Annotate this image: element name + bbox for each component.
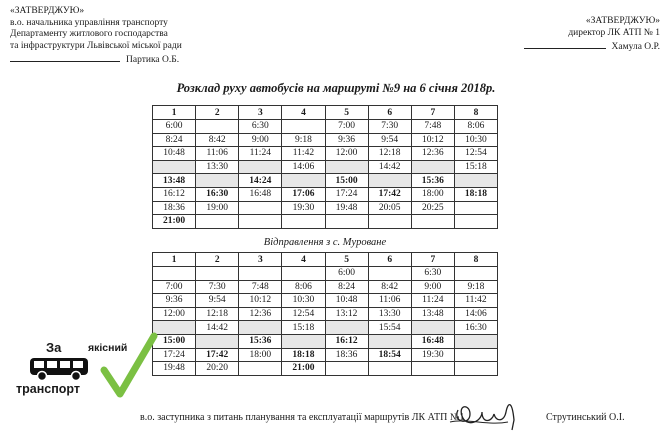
- approval-line: та інфраструктури Львівської міської ради: [10, 40, 182, 51]
- column-header: 7: [411, 106, 454, 120]
- time-cell: 7:48: [411, 120, 454, 134]
- time-cell: 16:12: [153, 187, 196, 201]
- time-cell: 13:48: [153, 174, 196, 188]
- table-row: [153, 307, 498, 321]
- column-header: 5: [325, 106, 368, 120]
- table-row: [153, 348, 498, 362]
- table-row: [153, 294, 498, 308]
- time-cell: 13:48: [411, 307, 454, 321]
- time-cell: 20:20: [196, 362, 239, 376]
- time-cell: [239, 160, 282, 174]
- approval-block-right: [524, 16, 660, 54]
- time-cell: 12:54: [454, 147, 497, 161]
- approval-line: Департаменту житлового господарства: [10, 29, 168, 39]
- table-row: [153, 160, 498, 174]
- time-cell: 18:36: [325, 348, 368, 362]
- time-cell: 7:48: [239, 280, 282, 294]
- time-cell: 20:05: [368, 201, 411, 215]
- time-cell: 19:30: [282, 201, 325, 215]
- time-cell: 17:24: [325, 187, 368, 201]
- time-cell: 15:00: [153, 334, 196, 348]
- time-cell: 10:30: [454, 133, 497, 147]
- column-header: 4: [282, 253, 325, 267]
- time-cell: [196, 267, 239, 281]
- approval-stamp-right: «ЗАТВЕРДЖУЮ»: [585, 16, 660, 26]
- column-header: 1: [153, 253, 196, 267]
- time-cell: [196, 174, 239, 188]
- time-cell: 12:00: [325, 147, 368, 161]
- time-cell: [454, 362, 497, 376]
- table-row: [153, 321, 498, 335]
- time-cell: [411, 215, 454, 229]
- approval-block-left: [10, 6, 182, 67]
- time-cell: 6:00: [153, 120, 196, 134]
- time-cell: 18:18: [282, 348, 325, 362]
- time-cell: [454, 334, 497, 348]
- time-cell: [282, 215, 325, 229]
- time-cell: 7:00: [325, 120, 368, 134]
- time-cell: 17:42: [368, 187, 411, 201]
- time-cell: [454, 201, 497, 215]
- column-header: 3: [239, 106, 282, 120]
- table-header-row: [153, 253, 498, 267]
- time-cell: 18:54: [368, 348, 411, 362]
- time-cell: 11:06: [196, 147, 239, 161]
- table-row: [153, 187, 498, 201]
- time-cell: 8:24: [325, 280, 368, 294]
- table-row: [153, 201, 498, 215]
- column-header: 4: [282, 106, 325, 120]
- time-cell: 11:42: [282, 147, 325, 161]
- time-cell: [196, 215, 239, 229]
- time-cell: [282, 334, 325, 348]
- time-cell: 19:48: [325, 201, 368, 215]
- time-cell: [411, 160, 454, 174]
- time-cell: 14:42: [196, 321, 239, 335]
- time-cell: 7:30: [196, 280, 239, 294]
- time-cell: [454, 348, 497, 362]
- time-cell: [368, 267, 411, 281]
- time-cell: [411, 362, 454, 376]
- time-cell: 12:18: [196, 307, 239, 321]
- time-cell: [325, 160, 368, 174]
- column-header: 6: [368, 253, 411, 267]
- time-cell: 6:30: [239, 120, 282, 134]
- time-cell: 19:48: [153, 362, 196, 376]
- table-row: [153, 120, 498, 134]
- time-cell: 9:36: [153, 294, 196, 308]
- time-cell: 17:42: [196, 348, 239, 362]
- time-cell: 8:42: [196, 133, 239, 147]
- badge-word-1: За: [46, 340, 62, 355]
- time-cell: [153, 267, 196, 281]
- time-cell: 14:42: [368, 160, 411, 174]
- approval-position: директор ЛК АТП № 1: [568, 27, 660, 38]
- time-cell: [239, 321, 282, 335]
- handwritten-signature: [448, 392, 524, 432]
- schedule-table-outbound: [152, 105, 498, 229]
- time-cell: 14:06: [282, 160, 325, 174]
- time-cell: 12:54: [282, 307, 325, 321]
- time-cell: 9:54: [196, 294, 239, 308]
- time-cell: 16:48: [411, 334, 454, 348]
- time-cell: 15:36: [239, 334, 282, 348]
- time-cell: 10:12: [239, 294, 282, 308]
- approval-signer-left: Партика О.Б.: [126, 55, 180, 65]
- time-cell: 19:30: [411, 348, 454, 362]
- checkmark-icon: [100, 332, 158, 402]
- time-cell: 16:48: [239, 187, 282, 201]
- time-cell: 6:30: [411, 267, 454, 281]
- footer-signer: Струтинський О.І.: [546, 412, 625, 423]
- time-cell: 16:12: [325, 334, 368, 348]
- return-heading: Відправлення з с. Муроване: [263, 237, 387, 248]
- approval-stamp-left: «ЗАТВЕРДЖУЮ»: [10, 6, 85, 16]
- time-cell: 9:54: [368, 133, 411, 147]
- time-cell: [368, 334, 411, 348]
- time-cell: 9:00: [239, 133, 282, 147]
- time-cell: 12:00: [153, 307, 196, 321]
- time-cell: 12:36: [239, 307, 282, 321]
- table-header-row: [153, 106, 498, 120]
- time-cell: 10:30: [282, 294, 325, 308]
- time-cell: 6:00: [325, 267, 368, 281]
- column-header: 7: [411, 253, 454, 267]
- time-cell: 21:00: [282, 362, 325, 376]
- badge-word-2: якісний: [88, 342, 128, 354]
- time-cell: [454, 267, 497, 281]
- time-cell: 15:36: [411, 174, 454, 188]
- time-cell: [368, 362, 411, 376]
- approval-signer-right: Хамула О.Р.: [611, 42, 660, 52]
- time-cell: 18:00: [239, 348, 282, 362]
- column-header: 5: [325, 253, 368, 267]
- table-row: [153, 267, 498, 281]
- time-cell: 17:06: [282, 187, 325, 201]
- column-header: 8: [454, 106, 497, 120]
- signature-line: [524, 39, 606, 49]
- time-cell: [325, 321, 368, 335]
- table-row: [153, 334, 498, 348]
- time-cell: [239, 267, 282, 281]
- time-cell: [153, 160, 196, 174]
- time-cell: 8:24: [153, 133, 196, 147]
- quality-transport-badge: [16, 332, 156, 402]
- time-cell: 17:24: [153, 348, 196, 362]
- time-cell: 13:30: [368, 307, 411, 321]
- time-cell: [239, 201, 282, 215]
- time-cell: 15:18: [282, 321, 325, 335]
- time-cell: 9:18: [282, 133, 325, 147]
- time-cell: 10:48: [325, 294, 368, 308]
- column-header: 6: [368, 106, 411, 120]
- time-cell: 18:18: [454, 187, 497, 201]
- time-cell: [325, 215, 368, 229]
- time-cell: 11:24: [239, 147, 282, 161]
- footer-text: в.о. заступника з питань планування та експлуатації маршрутів ЛК АТП №1: [140, 412, 465, 423]
- time-cell: 8:42: [368, 280, 411, 294]
- time-cell: 20:25: [411, 201, 454, 215]
- time-cell: 12:18: [368, 147, 411, 161]
- time-cell: 9:18: [454, 280, 497, 294]
- time-cell: 10:48: [153, 147, 196, 161]
- table-row: [153, 147, 498, 161]
- column-header: 8: [454, 253, 497, 267]
- time-cell: 19:00: [196, 201, 239, 215]
- time-cell: [368, 215, 411, 229]
- time-cell: [325, 362, 368, 376]
- table-row: [153, 215, 498, 229]
- time-cell: [196, 120, 239, 134]
- time-cell: 13:12: [325, 307, 368, 321]
- page-title: Розклад руху автобусів на маршруті №9 на 6 січня 2018р.: [176, 81, 496, 95]
- bus-icon: [28, 356, 92, 382]
- time-cell: 13:30: [196, 160, 239, 174]
- table-row: [153, 133, 498, 147]
- time-cell: 9:00: [411, 280, 454, 294]
- time-cell: 8:06: [454, 120, 497, 134]
- badge-word-3: транспорт: [16, 382, 80, 396]
- time-cell: [368, 174, 411, 188]
- time-cell: 7:30: [368, 120, 411, 134]
- schedule-table-return: [152, 252, 498, 376]
- time-cell: 15:00: [325, 174, 368, 188]
- time-cell: 11:24: [411, 294, 454, 308]
- signature-line: [10, 52, 120, 62]
- time-cell: 18:36: [153, 201, 196, 215]
- time-cell: [454, 215, 497, 229]
- time-cell: 9:36: [325, 133, 368, 147]
- time-cell: 7:00: [153, 280, 196, 294]
- time-cell: 14:24: [239, 174, 282, 188]
- time-cell: [153, 321, 196, 335]
- time-cell: 8:06: [282, 280, 325, 294]
- time-cell: [239, 362, 282, 376]
- column-header: 3: [239, 253, 282, 267]
- time-cell: 15:54: [368, 321, 411, 335]
- time-cell: [282, 267, 325, 281]
- time-cell: 11:06: [368, 294, 411, 308]
- time-cell: 12:36: [411, 147, 454, 161]
- time-cell: [282, 174, 325, 188]
- column-header: 2: [196, 106, 239, 120]
- time-cell: 14:06: [454, 307, 497, 321]
- time-cell: 15:18: [454, 160, 497, 174]
- column-header: 1: [153, 106, 196, 120]
- time-cell: 11:42: [454, 294, 497, 308]
- time-cell: 21:00: [153, 215, 196, 229]
- time-cell: 18:00: [411, 187, 454, 201]
- approval-line: в.о. начальника управління транспорту: [10, 17, 168, 28]
- time-cell: 10:12: [411, 133, 454, 147]
- time-cell: [454, 174, 497, 188]
- time-cell: [239, 215, 282, 229]
- time-cell: [411, 321, 454, 335]
- time-cell: [196, 334, 239, 348]
- time-cell: [282, 120, 325, 134]
- column-header: 2: [196, 253, 239, 267]
- table-row: [153, 362, 498, 376]
- time-cell: 16:30: [196, 187, 239, 201]
- table-row: [153, 280, 498, 294]
- table-row: [153, 174, 498, 188]
- time-cell: 16:30: [454, 321, 497, 335]
